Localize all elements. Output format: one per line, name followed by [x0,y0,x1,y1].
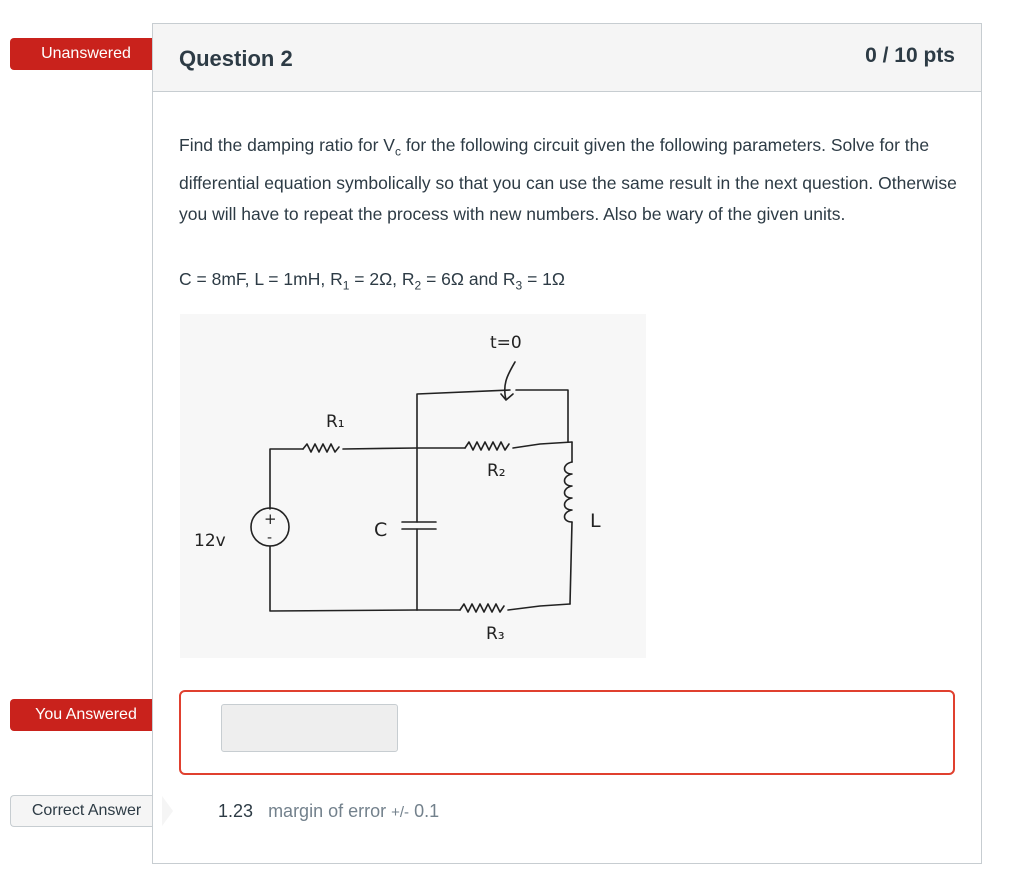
question-text-rest: for the following circuit given the following parameters. Solve for the differential equation symbolically so that you can use the same result in the next question. Otherwise you will have to repeat the process with new numbers. Also be wary of the given units. [179,135,957,224]
label-r1: R₁ [326,412,345,432]
resistor-r3 [460,604,504,612]
margin-of-error-label: margin of error [268,801,387,821]
label-minus: - [267,530,273,546]
switch-arrow [501,362,515,400]
correct-answer-tag: Correct Answer [10,795,162,827]
question-text-sub: c [394,144,401,159]
inductor [565,462,573,522]
label-switch: t=0 [490,333,522,353]
correct-answer-line [218,801,439,822]
label-cap: C [374,519,388,541]
question-parameters: C = 8mF, L = 1mH, $R_1 = 2\Omega$, $R_2 = 6\Omega$ and $R_3 = 1\Omega$ [179,269,565,293]
wire-r1-to-node [343,448,417,449]
circuit-svg [180,314,646,658]
wire-switch-loop [417,390,568,448]
wire-r2-to-right [513,442,572,448]
circuit-diagram [180,314,646,658]
wire-left-bottom [270,546,417,611]
you-answered-tag: You Answered [10,699,162,731]
label-ind: L [590,510,601,532]
question-text [179,130,959,230]
label-plus: + [264,510,277,528]
wire-ind-to-bottom [570,522,572,604]
answer-input[interactable] [221,704,398,752]
answer-box [179,690,955,775]
question-text-start: Find the damping ratio for V [179,135,395,155]
question-card [152,23,982,864]
wire-left-top [270,449,303,509]
question-points: 0 / 10 pts [865,44,955,67]
correct-answer-value: 1.23 [218,801,254,821]
question-header [153,24,981,92]
resistor-r1 [303,444,339,452]
resistor-r2 [465,442,509,450]
label-source: 12v [194,531,226,551]
unanswered-tag: Unanswered [10,38,162,70]
label-r3: R₃ [486,624,505,644]
margin-amount: 0.1 [414,801,440,821]
label-r2: R₂ [487,461,506,481]
margin-plus-minus: +/- [391,804,410,821]
question-title: Question 2 [179,46,293,71]
wire-r3-to-right [508,604,570,610]
